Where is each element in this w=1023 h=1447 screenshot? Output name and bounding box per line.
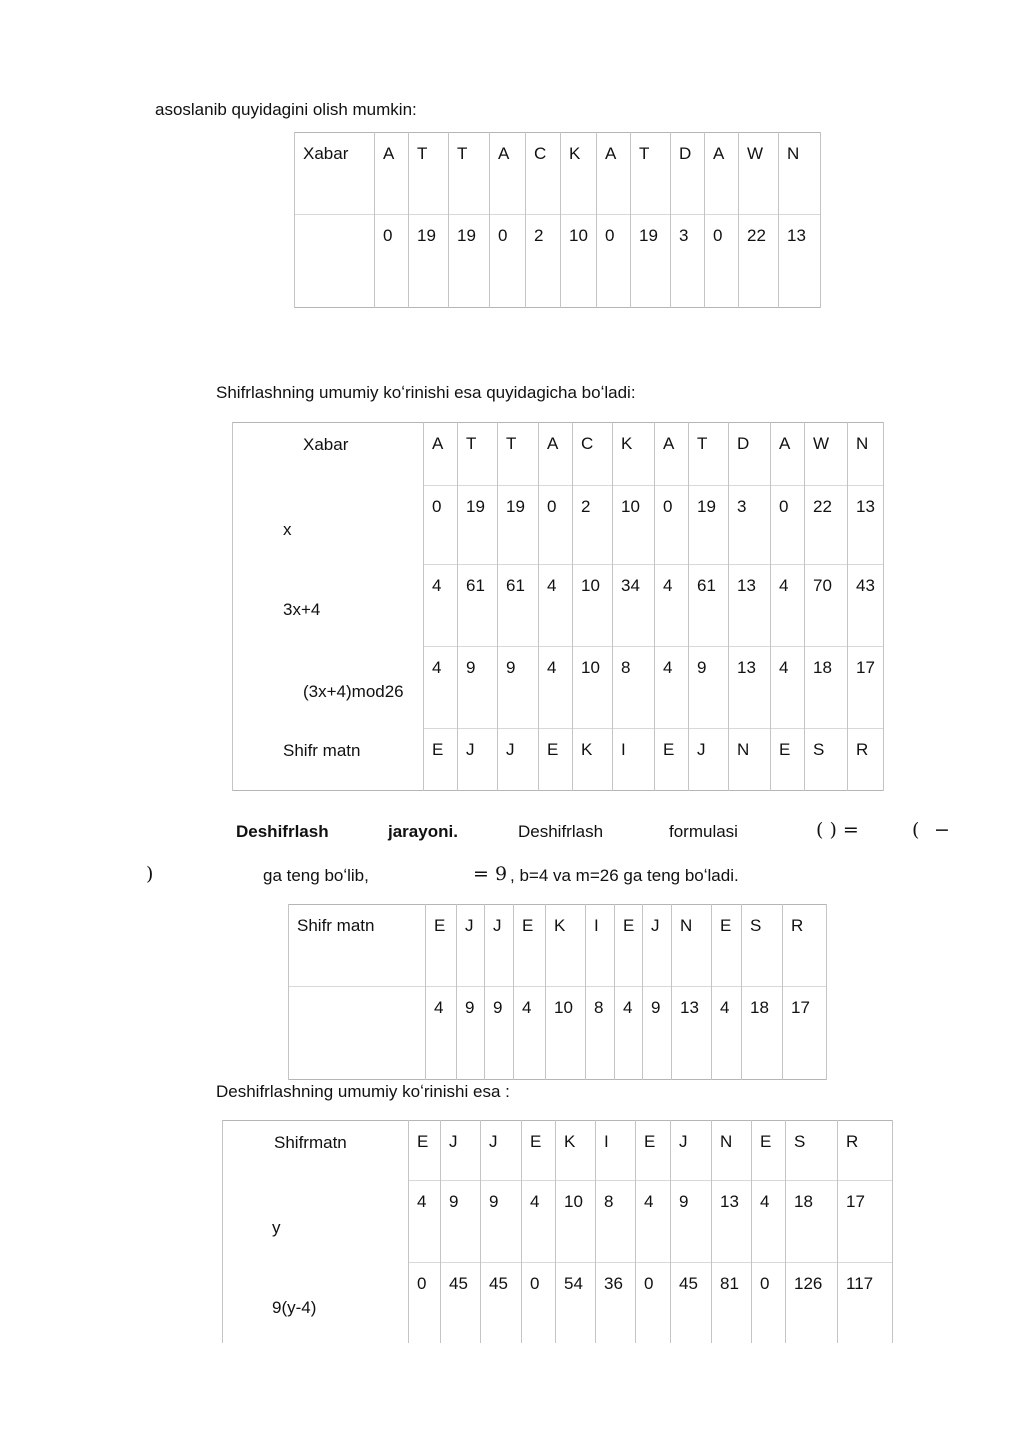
cell: 0 [375, 215, 409, 308]
cell: 18 [742, 987, 783, 1080]
cell: 4 [636, 1181, 671, 1263]
cell: 3 [671, 215, 705, 308]
cell: T [689, 423, 729, 486]
cell: 81 [712, 1263, 752, 1343]
cell: E [539, 729, 573, 791]
row-label: Shifr matn [233, 729, 424, 791]
cell: 4 [514, 987, 546, 1080]
numbers-row [289, 987, 827, 1080]
cell: K [556, 1121, 596, 1181]
row-label [295, 215, 375, 308]
encryption-table [232, 422, 884, 791]
row-label [289, 987, 426, 1080]
table-row [223, 1181, 893, 1263]
cell: E [712, 905, 742, 987]
table-row [223, 1121, 893, 1181]
cell: 45 [441, 1263, 481, 1343]
cell: 0 [752, 1263, 786, 1343]
cell: 4 [771, 647, 805, 729]
cell: 4 [655, 647, 689, 729]
cell: 13 [848, 486, 884, 565]
cell: A [597, 133, 631, 215]
cell: 4 [712, 987, 742, 1080]
cell: 0 [424, 486, 458, 565]
cell: N [729, 729, 771, 791]
cell: 19 [631, 215, 671, 308]
ciphertext-table [288, 904, 827, 1080]
decrypt-text: , b=4 va m=26 ga teng boʻladi. [510, 866, 739, 885]
decrypt-word: jarayoni. [388, 822, 458, 841]
cell: 70 [805, 565, 848, 647]
decrypt-text: ga teng boʻlib, [263, 866, 369, 885]
cell: E [514, 905, 546, 987]
cell: K [613, 423, 655, 486]
row-label: 3x+4 [233, 565, 424, 647]
cell: 19 [409, 215, 449, 308]
cell: K [546, 905, 586, 987]
cell: 10 [573, 647, 613, 729]
cell: J [485, 905, 514, 987]
row-label: y [223, 1181, 409, 1263]
cell: S [742, 905, 783, 987]
cell: E [655, 729, 689, 791]
cell: 2 [526, 215, 561, 308]
cell: K [561, 133, 597, 215]
cell: S [805, 729, 848, 791]
cell: 9 [458, 647, 498, 729]
cell: E [615, 905, 643, 987]
cell: 10 [613, 486, 655, 565]
cell: W [805, 423, 848, 486]
cell: J [498, 729, 539, 791]
cell: K [573, 729, 613, 791]
cell: I [596, 1121, 636, 1181]
cell: E [409, 1121, 441, 1181]
cell: 0 [705, 215, 739, 308]
cell: 8 [596, 1181, 636, 1263]
formula-paren-open: ( [912, 819, 920, 841]
cell: T [409, 133, 449, 215]
cell: N [712, 1121, 752, 1181]
cell: 8 [586, 987, 615, 1080]
encryption-heading: Shifrlashning umumiy koʻrinishi esa quyidagicha boʻladi: [216, 383, 636, 402]
cell: 4 [655, 565, 689, 647]
cell: A [655, 423, 689, 486]
cell: I [613, 729, 655, 791]
cell: 4 [424, 647, 458, 729]
cell: J [458, 729, 498, 791]
message-table [294, 132, 821, 308]
table-row [233, 647, 884, 729]
cell: 9 [441, 1181, 481, 1263]
cell: 0 [597, 215, 631, 308]
cell: 13 [712, 1181, 752, 1263]
cell: 3 [729, 486, 771, 565]
cell: E [771, 729, 805, 791]
cell: 13 [672, 987, 712, 1080]
cell: 17 [838, 1181, 893, 1263]
cell: 0 [522, 1263, 556, 1343]
decryption-table [222, 1120, 893, 1343]
intro-text: asoslanib quyidagini olish mumkin: [155, 100, 417, 119]
decrypt-word: formulasi [669, 822, 738, 841]
cell: 19 [458, 486, 498, 565]
cell: 18 [786, 1181, 838, 1263]
cell: 9 [485, 987, 514, 1080]
cell: 19 [689, 486, 729, 565]
cell: 4 [539, 647, 573, 729]
table-row [233, 565, 884, 647]
cell: 0 [771, 486, 805, 565]
cell: J [671, 1121, 712, 1181]
letters-row [295, 133, 821, 215]
cell: E [522, 1121, 556, 1181]
cell: E [636, 1121, 671, 1181]
cell: T [631, 133, 671, 215]
cell: 9 [643, 987, 672, 1080]
cell: 8 [613, 647, 655, 729]
cell: 18 [805, 647, 848, 729]
row-label: (3x+4)mod26 [233, 647, 424, 729]
cell: 19 [498, 486, 539, 565]
cell: N [779, 133, 821, 215]
cell: 0 [655, 486, 689, 565]
cell: 61 [498, 565, 539, 647]
cell: 17 [848, 647, 884, 729]
cell: T [498, 423, 539, 486]
cell: 4 [771, 565, 805, 647]
cell: R [838, 1121, 893, 1181]
cell: E [752, 1121, 786, 1181]
cell: 117 [838, 1263, 893, 1343]
cell: 13 [779, 215, 821, 308]
cell: 9 [689, 647, 729, 729]
decrypt-word: Deshifrlash [518, 822, 604, 841]
cell: 10 [546, 987, 586, 1080]
formula-equals-nine: = 9 [473, 863, 508, 885]
cell: A [771, 423, 805, 486]
row-label: 9(y-4) [223, 1263, 409, 1343]
cell: C [526, 133, 561, 215]
letters-row [289, 905, 827, 987]
cell: W [739, 133, 779, 215]
cell: J [689, 729, 729, 791]
table-row [223, 1263, 893, 1343]
cell: I [586, 905, 615, 987]
cell: 9 [671, 1181, 712, 1263]
decryption-heading: Deshifrlashning umumiy koʻrinishi esa : [216, 1082, 510, 1101]
row-label: Shifr matn [289, 905, 426, 987]
cell: N [848, 423, 884, 486]
cell: 2 [573, 486, 613, 565]
cell: 4 [424, 565, 458, 647]
cell: 4 [752, 1181, 786, 1263]
cell: 45 [671, 1263, 712, 1343]
numbers-row [295, 215, 821, 308]
table-row [233, 423, 884, 486]
cell: 17 [783, 987, 827, 1080]
cell: A [539, 423, 573, 486]
cell: 19 [449, 215, 490, 308]
cell: T [458, 423, 498, 486]
cell: J [441, 1121, 481, 1181]
cell: 54 [556, 1263, 596, 1343]
cell: 10 [573, 565, 613, 647]
cell: 13 [729, 647, 771, 729]
cell: 22 [805, 486, 848, 565]
cell: A [490, 133, 526, 215]
cell: 4 [522, 1181, 556, 1263]
cell: C [573, 423, 613, 486]
cell: 22 [739, 215, 779, 308]
cell: 43 [848, 565, 884, 647]
cell: 0 [539, 486, 573, 565]
cell: N [672, 905, 712, 987]
cell: J [457, 905, 485, 987]
cell: E [424, 729, 458, 791]
formula-paren-close: ) [146, 863, 154, 885]
decrypt-word: Deshifrlash [236, 822, 329, 841]
table-row [233, 729, 884, 791]
cell: 10 [561, 215, 597, 308]
cell: 4 [539, 565, 573, 647]
formula-minus: − [934, 819, 950, 841]
cell: A [375, 133, 409, 215]
row-label: x [233, 486, 424, 565]
cell: 0 [636, 1263, 671, 1343]
cell: J [481, 1121, 522, 1181]
cell: 34 [613, 565, 655, 647]
cell: 0 [490, 215, 526, 308]
cell: 61 [458, 565, 498, 647]
cell: 126 [786, 1263, 838, 1343]
cell: 4 [426, 987, 457, 1080]
cell: 36 [596, 1263, 636, 1343]
cell: J [643, 905, 672, 987]
cell: R [783, 905, 827, 987]
formula-fragment: ( ) = [816, 819, 859, 841]
cell: 0 [409, 1263, 441, 1343]
cell: T [449, 133, 490, 215]
cell: 10 [556, 1181, 596, 1263]
cell: A [705, 133, 739, 215]
cell: R [848, 729, 884, 791]
cell: S [786, 1121, 838, 1181]
cell: 4 [409, 1181, 441, 1263]
cell: D [671, 133, 705, 215]
cell: A [424, 423, 458, 486]
table-row [233, 486, 884, 565]
cell: 9 [498, 647, 539, 729]
row-label: Xabar [295, 133, 375, 215]
cell: 9 [457, 987, 485, 1080]
cell: 4 [615, 987, 643, 1080]
cell: 13 [729, 565, 771, 647]
cell: E [426, 905, 457, 987]
cell: D [729, 423, 771, 486]
cell: 61 [689, 565, 729, 647]
row-label: Xabar [233, 423, 424, 486]
cell: 9 [481, 1181, 522, 1263]
row-label: Shifrmatn [223, 1121, 409, 1181]
cell: 45 [481, 1263, 522, 1343]
